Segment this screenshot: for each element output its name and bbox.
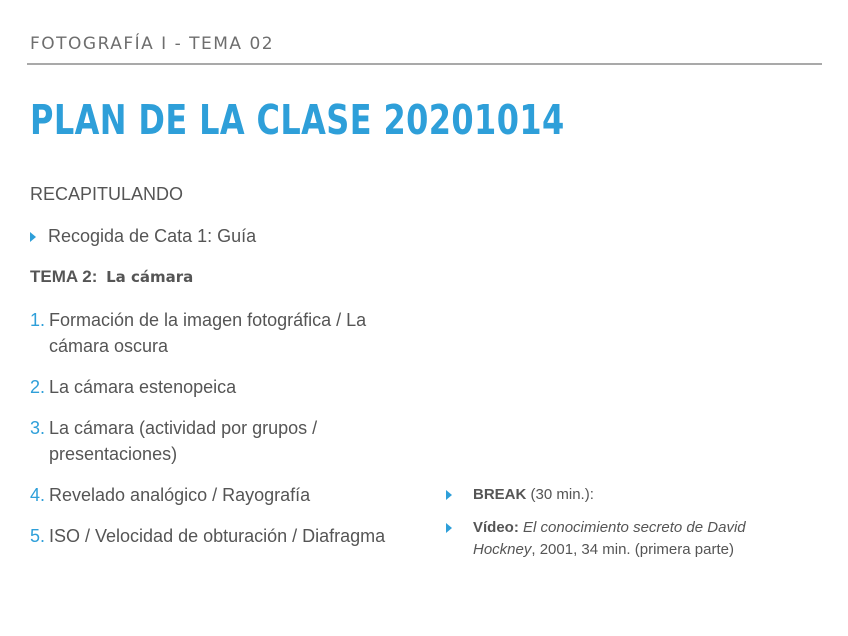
tema-label: TEMA 2: [30, 267, 98, 286]
list-text: La cámara estenopeica [49, 377, 237, 397]
list-item [30, 374, 390, 400]
list-item [30, 523, 390, 549]
video-item [446, 517, 796, 561]
tema-subtitle: La cámara [106, 268, 194, 286]
break-text [473, 484, 594, 506]
tema-heading [30, 267, 193, 287]
bullet-triangle-icon [446, 490, 452, 500]
list-text: La cámara (actividad por grupos / presentaciones) [49, 418, 318, 464]
break-detail: (30 min.): [530, 486, 594, 503]
numbered-list [30, 307, 390, 564]
list-number: 1. [30, 310, 46, 330]
list-item [30, 482, 390, 508]
video-text [473, 517, 796, 561]
bullet-triangle-icon [446, 523, 452, 533]
slide-header: FOTOGRAFÍA I - TEMA 02 [30, 34, 275, 54]
slide-title: PLAN DE LA CLASE 20201014 [30, 96, 565, 144]
break-label: BREAK [473, 486, 527, 503]
recap-item-text: Recogida de Cata 1: Guía [48, 226, 257, 246]
list-number: 4. [30, 485, 46, 505]
list-number: 5. [30, 526, 46, 546]
header-divider [27, 63, 822, 65]
activity-list [446, 484, 796, 572]
recap-bullet-item [30, 226, 256, 247]
video-label: Vídeo: [473, 519, 519, 536]
list-number: 2. [30, 377, 46, 397]
recap-heading: RECAPITULANDO [30, 184, 184, 204]
bullet-triangle-icon [30, 232, 36, 242]
list-text: Revelado analógico / Rayografía [49, 485, 311, 505]
break-item [446, 484, 796, 506]
video-title: El conocimiento secreto de David Hockney [473, 519, 746, 558]
list-item [30, 415, 390, 467]
list-number: 3. [30, 418, 46, 438]
list-text: ISO / Velocidad de obturación / Diafragma [49, 526, 386, 546]
list-text: Formación de la imagen fotográfica / La cámara oscura [49, 310, 367, 356]
video-detail: , 2001, 34 min. (primera parte) [531, 541, 734, 558]
list-item [30, 307, 390, 359]
